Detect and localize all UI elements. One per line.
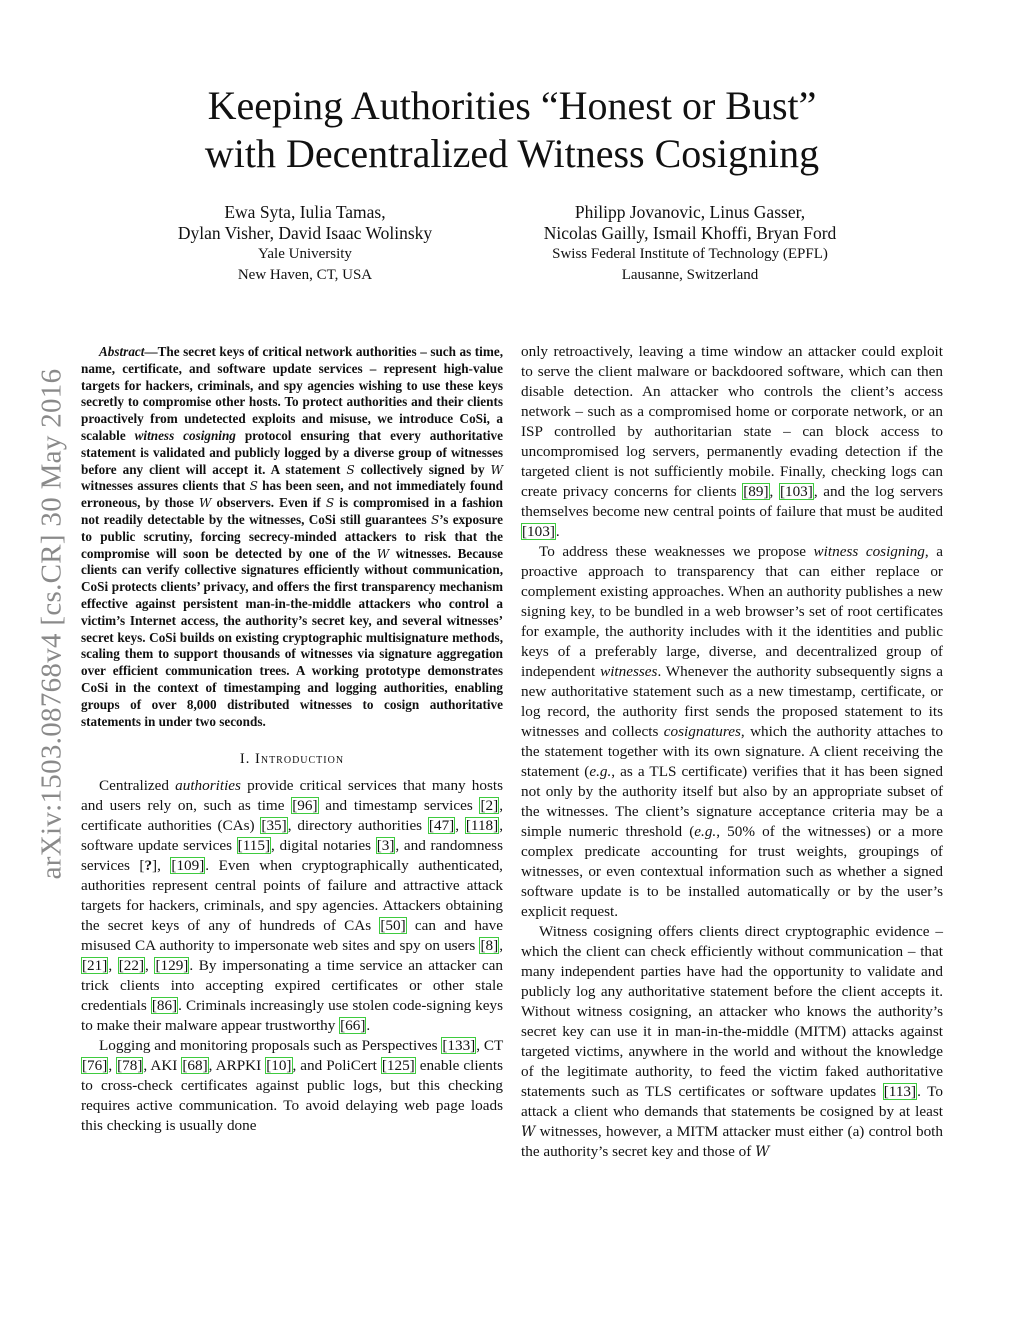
title-line-1: Keeping Authorities “Honest or Bust” xyxy=(207,83,817,128)
author-names-line-1: Philipp Jovanovic, Linus Gasser, xyxy=(574,202,806,222)
section-number: I. xyxy=(239,751,251,768)
author-names-line-2: Nicolas Gailly, Ismail Khoffi, Bryan Ford xyxy=(543,223,837,243)
author-names-line-2: Dylan Visher, David Isaac Wolinsky xyxy=(177,223,433,243)
intro-paragraph-2: Logging and monitoring proposals such as Perspectives [133], CT [76], [78], AKI [68], ARPKI [10], and PoliCert [125] enable clients to cross-check certificates against public logs, but this checking requires active communication. To avoid delaying web page loads this checking is usually done xyxy=(81,1037,504,1135)
author-block-yale xyxy=(135,202,475,286)
abstract-label: Abstract xyxy=(99,344,145,359)
author-location: Lausanne, Switzerland xyxy=(621,267,759,283)
intro-paragraph-4: Witness cosigning offers clients direct cryptographic evidence – which the client can check efficiently without communication – that many independent parties have had the opportunity to validate and publicly log any authoritative statement before the client accepts it. Without witness cosigning, an attacker who knows the authority’s secret key can use it in man-in-the-middle (MITM) attacks against targeted victims, anywhere in the world and without the knowledge of the legitimate authority, to feed the victim faked authoritative statements such as TLS certificates or software updates [113]. To attack a client who demands that statements be cosigned by at least W witnesses, however, a MITM attacker must either (a) control both the authority’s secret key and those of W xyxy=(521,923,943,1160)
author-affiliation: Swiss Federal Institute of Technology (EPFL) xyxy=(552,246,828,262)
author-affiliation: Yale University xyxy=(258,246,352,262)
right-column xyxy=(521,342,943,1162)
author-location: New Haven, CT, USA xyxy=(237,267,373,283)
author-names-line-1: Ewa Syta, Iulia Tamas, xyxy=(224,202,386,222)
arxiv-stamp: arXiv:1503.08768v4 [cs.CR] 30 May 2016 xyxy=(35,368,68,880)
intro-paragraph-3: To address these weaknesses we propose witness cosigning, a proactive approach to transparency that can either replace or complement existing approaches. When an authority publishes a new signing key, to be bundled in a web browser’s set of root certificates for example, the authority includes with it the identities and public keys of a preferably large, diverse, and decentralized group of independent witnesses. Whenever the authority subsequently signs a new authoritative statement such as a new timestamp, certificate, or log record, the authority first sends the proposed statement to its witnesses and collects cosignatures, which the authority attaches to the statement together with its own signature. A client receiving the statement (e.g., as a TLS certificate) verifies that it has been signed not only by the authority itself but also by an appropriate subset of the witnesses. The client’s signature acceptance criteria may be a simple numeric threshold (e.g., 50% of the witnesses) or a more complex predicate accounting for trust weights, groupings of witnesses, or even contextual information such as whether a signed software update is to be installed automatically or by the user’s explicit request. xyxy=(521,543,943,920)
section-title: Introduction xyxy=(255,751,345,768)
intro-paragraph-1: Centralized authorities provide critical services that many hosts and users rely on, such as time [96] and timestamp services [2], certificate authorities (CAs) [35], directory authorities [47], [118], software update services [115], digital notaries [3], and randomness services [?], [109]. Even when cryptographically authenticated, authorities represent central points of failure and attractive attack targets for hackers, criminals, and spy agencies. Attackers obtaining the secret keys of any of hundreds of CAs [50] can and have misused CA authority to impersonate web sites and spy on users [8], [21], [22], [129]. By impersonating a time service an attacker can trick clients into accepting expired certificates or other stale credentials [86]. Criminals increasingly use stolen code-signing keys to make their malware appear trustworthy [66]. xyxy=(81,777,504,1035)
title-line-2: with Decentralized Witness Cosigning xyxy=(204,131,820,176)
intro-paragraph-2-continued: only retroactively, leaving a time window an attacker could exploit to serve the client malware or backdoored software, which can then disable detection. An attacker who controls the client’s access network – such as a compromised home or corporate network, or an ISP controlled by authoritarian state – can block access to uncompromised log servers, permanently evading detection if the targeted client is not sufficiently mobile. Finally, checking logs can create privacy concerns for clients [89], [103], and the log servers themselves become new central points of failure that must be audited [103]. xyxy=(521,343,944,540)
author-block-epfl xyxy=(520,202,860,286)
left-column xyxy=(81,344,503,1136)
section-heading-introduction xyxy=(81,751,503,768)
abstract: Abstract—The secret keys of critical network authorities – such as time, name, certificate, and software update services – represent high-value targets for hackers, criminals, and spy agencies wishing to use these keys secretly to compromise other hosts. To protect authorities and their clients proactively from undetected exploits and misuse, we introduce CoSi, a scalable witness cosigning protocol ensuring that every authoritative statement is validated and publicly logged by a diverse group of witnesses before any client will accept it. A statement S collectively signed by W witnesses assures clients that S has been seen, and not immediately found erroneous, by those W observers. Even if S is compromised in a fashion not readily detectable by the witnesses, CoSi still guarantees S’s exposure to public scrutiny, forcing secrecy-minded attackers to risk that the compromise will soon be detected by one of the W witnesses. Because clients can verify collective signatures efficiently without communication, CoSi protects clients’ privacy, and offers the first transparency mechanism effective against persistent man-in-the-middle attackers who control a victim’s Internet access, the authority’s secret key, and several witnesses’ secret keys. CoSi builds on existing cryptographic multisignature methods, scaling them to support thousands of witnesses via signature aggregation over efficient communication trees. A working prototype demonstrates CoSi in the context of timestamping and logging authorities, enabling groups of over 8,000 distributed witnesses to cosign authoritative statements in under two seconds. xyxy=(81,344,503,729)
paper-title xyxy=(0,82,1024,178)
